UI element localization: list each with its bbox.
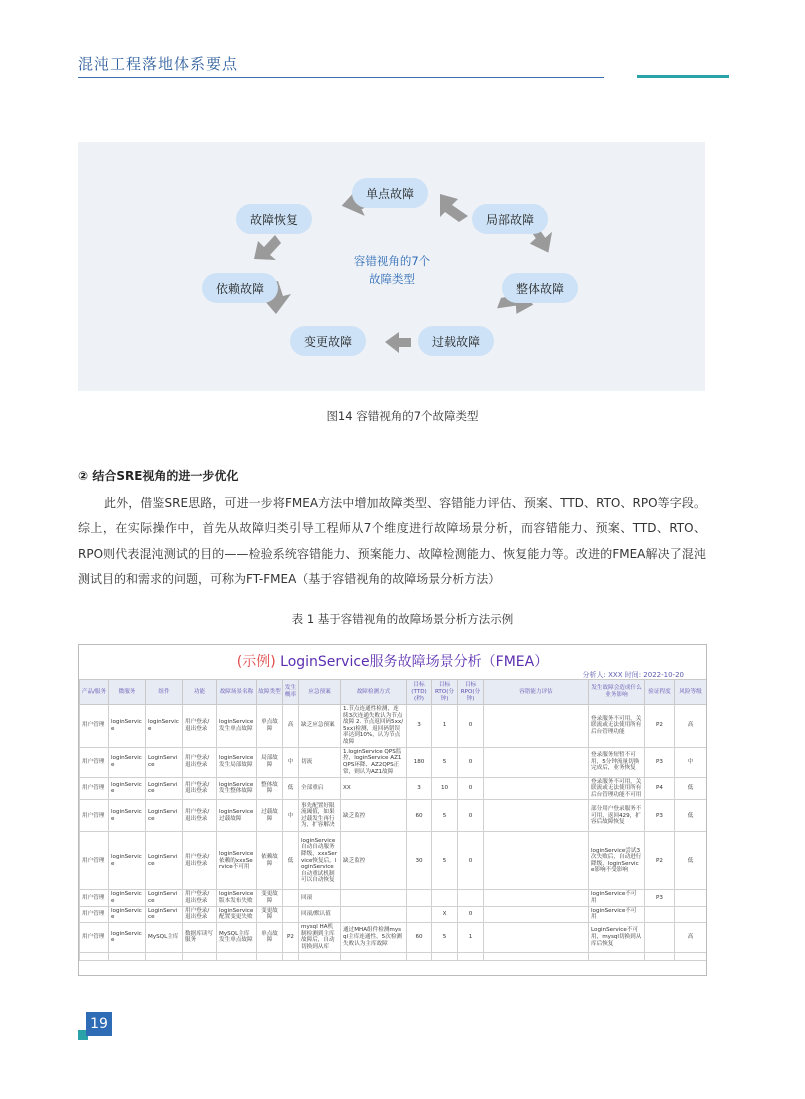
header-accent-bar — [637, 75, 729, 78]
table-cell: P3 — [645, 890, 675, 906]
table-cell: 事先配置好限流阈值，如果过载发生再行为，扩容解决 — [299, 800, 341, 832]
table-cell: 变更故障 — [257, 890, 283, 906]
table-header-cell: 发生概率 — [283, 680, 299, 705]
table-header-cell: 容错能力评估 — [484, 680, 589, 705]
table-cell — [484, 705, 589, 748]
table-cell: 缺乏监控 — [341, 800, 407, 832]
table-cell: 5 — [432, 800, 458, 832]
table-cell: LoginService — [146, 890, 183, 906]
table-cell: 30 — [407, 832, 432, 890]
table-cell: 数据库读写服务 — [183, 922, 217, 952]
table-header-cell: 风险等级 — [675, 680, 707, 705]
table-cell: 通过MHA组件检测mysql主库连通性，5次检测失败认为主库故障 — [341, 922, 407, 952]
table-cell — [484, 922, 589, 952]
table-header-cell: 目标RTO(分钟) — [432, 680, 458, 705]
arrow-icon — [385, 332, 411, 353]
table-cell: 中 — [283, 800, 299, 832]
table-cell: 切流 — [299, 747, 341, 777]
table-cell: MySQL主库发生单点故障 — [217, 922, 257, 952]
table-cell — [645, 922, 675, 952]
table-cell: 用户管理 — [80, 832, 109, 890]
fmea-table — [79, 679, 707, 961]
table-cell — [458, 952, 484, 960]
table-cell: 登录服务短暂不可用，5分钟流量切换完成后，业务恢复 — [589, 747, 645, 777]
table-cell: 用户管理 — [80, 890, 109, 906]
table-cell: 用户登录/退出登录 — [183, 747, 217, 777]
table-cell — [109, 952, 146, 960]
fmea-title-prefix: (示例) — [236, 654, 276, 670]
table-cell — [146, 952, 183, 960]
table-cell: 低 — [283, 777, 299, 800]
table-cell — [257, 952, 283, 960]
header-rule — [78, 77, 604, 78]
table-cell: loginService — [109, 777, 146, 800]
table-cell: 用户管理 — [80, 747, 109, 777]
table-cell — [183, 952, 217, 960]
table-cell: loginService — [109, 922, 146, 952]
table-cell: P2 — [645, 705, 675, 748]
table-cell — [283, 906, 299, 922]
table-cell: 低 — [675, 777, 707, 800]
table-cell — [458, 890, 484, 906]
table-cell: loginService过载故障 — [217, 800, 257, 832]
table-header-cell: 微服务 — [109, 680, 146, 705]
table-cell — [589, 952, 645, 960]
table-row — [80, 777, 707, 800]
table-header-cell: 应急预案 — [299, 680, 341, 705]
table-row — [80, 890, 707, 906]
table-cell: 3 — [407, 705, 432, 748]
table-cell: 1 — [458, 922, 484, 952]
table-cell — [341, 890, 407, 906]
table-cell: 单点故障 — [257, 922, 283, 952]
center-line-1: 容错视角的7个 — [353, 254, 431, 268]
table-cell — [484, 952, 589, 960]
body-paragraph: 此外，借鉴SRE思路，可进一步将FMEA方法中增加故障类型、容错能力评估、预案、TTD、RTO、RPO等字段。综上，在实际操作中，首先从故障归类引导工程师从7个维度进行故障场景分析，而容错能力、预案、TTD、RTO、RPO则代表混沌测试的目的——检验系统容错能力、预案能力、故障检测能力、恢复能力等。改进的FMEA解决了混沌测试目的和需求的问题，可称为FT-FMEA（基于容错视角的故障场景分析方法） — [78, 496, 706, 586]
table-cell: 用户管理 — [80, 922, 109, 952]
table-cell — [645, 952, 675, 960]
figure-caption: 图14 容错视角的7个故障类型 — [326, 409, 479, 423]
node-dependency: 依赖故障 — [202, 273, 278, 303]
table-cell: 1 — [432, 705, 458, 748]
table-cell: XX — [341, 777, 407, 800]
header-title: 混沌工程落地体系要点 — [78, 55, 239, 73]
table-cell — [484, 777, 589, 800]
table-cell: 3 — [407, 777, 432, 800]
table-cell — [432, 890, 458, 906]
table-cell: loginService尝试3次失败后，自动进行降级，loginService影响不受影响 — [589, 832, 645, 890]
table-cell — [484, 747, 589, 777]
fmea-meta: 分析人: XXX 时间: 2022-10-20 — [582, 671, 684, 679]
table-cell: 0 — [458, 777, 484, 800]
table-cell: loginService版本发布失败 — [217, 890, 257, 906]
table-cell: 高 — [283, 705, 299, 748]
node-single-point: 单点故障 — [352, 178, 428, 208]
table-header-cell: 故障场景名称 — [217, 680, 257, 705]
table-row — [80, 705, 707, 748]
table-header-cell: 目标RPO(分钟) — [458, 680, 484, 705]
table-cell: 变更故障 — [257, 906, 283, 922]
table-cell: loginService依赖的xxxService不可用 — [217, 832, 257, 890]
table-cell: 回滚 — [299, 890, 341, 906]
table-cell: 整体故障 — [257, 777, 283, 800]
table-cell: loginService不可用 — [589, 890, 645, 906]
table-cell: LoginService — [146, 747, 183, 777]
fault-types-diagram — [78, 142, 705, 391]
table-header-row — [80, 680, 707, 705]
table-cell: loginService自动自动服务降级，xxxService恢复后，loginService自动重试机制可以自动恢复 — [299, 832, 341, 890]
table-cell: 用户登录/退出登录 — [183, 800, 217, 832]
table-cell: loginService发生整体故障 — [217, 777, 257, 800]
table-cell: 缺乏监控 — [341, 832, 407, 890]
fmea-table-image — [78, 644, 707, 976]
table-cell — [217, 952, 257, 960]
table-cell: 5 — [432, 922, 458, 952]
table-header-cell: 验证程度 — [645, 680, 675, 705]
table-cell: 登录服务不可用，关联流或无法使用所有后台管理功能 — [589, 705, 645, 748]
table-cell — [299, 952, 341, 960]
table-cell: 1.loginService QPS监控，loginService AZ1 QPS环降、AZ2QPS正常，则认为AZ1故障 — [341, 747, 407, 777]
table-cell: 0 — [458, 747, 484, 777]
table-cell: P3 — [645, 800, 675, 832]
table-cell — [645, 906, 675, 922]
arrow-icon — [440, 194, 468, 222]
table-cell — [484, 890, 589, 906]
table-header-cell: 功能 — [183, 680, 217, 705]
table-cell — [484, 800, 589, 832]
table-cell — [484, 832, 589, 890]
table-cell: P2 — [645, 832, 675, 890]
table-cell: 用户管理 — [80, 906, 109, 922]
table-cell: loginService不可用 — [589, 906, 645, 922]
table-cell — [341, 906, 407, 922]
table-cell — [675, 952, 707, 960]
table-cell: LoginService不可用，mysql切换到从库后恢复 — [589, 922, 645, 952]
table-cell — [283, 952, 299, 960]
table-cell: 登录服务不可用，关联流或无法使用所有后台管理功能不可用 — [589, 777, 645, 800]
table-cell: loginService — [109, 747, 146, 777]
table-cell: 用户登录/退出登录 — [183, 777, 217, 800]
table-row — [80, 832, 707, 890]
table-cell: 单点故障 — [257, 705, 283, 748]
arrow-icon — [254, 235, 281, 260]
table-cell: 缺乏应急预案 — [299, 705, 341, 748]
table-cell: loginService — [109, 832, 146, 890]
table-cell — [407, 952, 432, 960]
table-cell: LoginService — [146, 906, 183, 922]
page-number: 19 — [86, 1012, 112, 1036]
table-cell: P2 — [283, 922, 299, 952]
table-cell — [675, 890, 707, 906]
table-cell: 5 — [432, 747, 458, 777]
table-cell: 用户登录/退出登录 — [183, 890, 217, 906]
table-cell: MySQL主库 — [146, 922, 183, 952]
table-cell: 60 — [407, 922, 432, 952]
table-cell: 用户管理 — [80, 800, 109, 832]
table-cell: 180 — [407, 747, 432, 777]
table-cell: 低 — [675, 832, 707, 890]
table-header-cell: 发生故障会造成什么业务影响 — [589, 680, 645, 705]
table-cell: loginService — [109, 906, 146, 922]
table-cell: 0 — [458, 705, 484, 748]
table-cell: loginService — [146, 705, 183, 748]
table-header-cell: 组件 — [146, 680, 183, 705]
table-cell — [484, 906, 589, 922]
table-body — [80, 705, 707, 961]
table-empty-row — [80, 952, 707, 960]
table-cell: X — [432, 906, 458, 922]
table-cell: 部分用户登录服务不可用，返回429，扩容后故障恢复 — [589, 800, 645, 832]
table-cell: 中 — [675, 747, 707, 777]
table-cell — [432, 952, 458, 960]
table-cell: 过载故障 — [257, 800, 283, 832]
table-cell: loginService — [109, 890, 146, 906]
table-cell: loginService — [109, 705, 146, 748]
table-row — [80, 800, 707, 832]
table-cell: 低 — [283, 832, 299, 890]
node-overload: 过载故障 — [418, 326, 494, 356]
table-cell: 0 — [458, 800, 484, 832]
table-cell: LoginService — [146, 800, 183, 832]
table-row — [80, 747, 707, 777]
table-cell — [341, 952, 407, 960]
table-cell: 5 — [432, 832, 458, 890]
table-header-cell: 产品/服务 — [80, 680, 109, 705]
table-row — [80, 906, 707, 922]
table-cell — [283, 890, 299, 906]
table-cell — [675, 906, 707, 922]
table-cell: LoginService — [146, 777, 183, 800]
diagram-center-label — [332, 252, 452, 288]
table-cell: 局部故障 — [257, 747, 283, 777]
table-cell — [407, 906, 432, 922]
table-cell: loginService配置变更失败 — [217, 906, 257, 922]
table-cell: 回滚/默认值 — [299, 906, 341, 922]
table-cell: 用户管理 — [80, 777, 109, 800]
table-header-cell: 故障类型 — [257, 680, 283, 705]
table-cell: loginService — [109, 800, 146, 832]
table-cell: 0 — [458, 832, 484, 890]
node-partial: 局部故障 — [472, 204, 548, 234]
table-cell: P3 — [645, 747, 675, 777]
node-overall: 整体故障 — [502, 273, 578, 303]
table-cell: LoginService — [146, 832, 183, 890]
table-cell: 用户登录/退出登录 — [183, 832, 217, 890]
node-recovery: 故障恢复 — [236, 204, 312, 234]
table-cell: 0 — [458, 906, 484, 922]
table-cell: 高 — [675, 922, 707, 952]
table-cell: 依赖故障 — [257, 832, 283, 890]
table-cell: 用户登录/退出登录 — [183, 906, 217, 922]
table-cell: loginService发生单点故障 — [217, 705, 257, 748]
table-cell: 用户登录/退出登录 — [183, 705, 217, 748]
table-cell: 中 — [283, 747, 299, 777]
table-caption: 表 1 基于容错视角的故障场景分析方法示例 — [291, 612, 514, 626]
table-cell: 1.节点连通性检测，连续3次连通失败认为节点故障 2. 节点返回码5xx/5xx)检测，返回码错误率达到10%，认为节点故障 — [341, 705, 407, 748]
node-change: 变更故障 — [290, 326, 366, 356]
table-header-cell: 故障检测方式 — [341, 680, 407, 705]
table-cell: 60 — [407, 800, 432, 832]
table-cell — [407, 890, 432, 906]
table-cell: 高 — [675, 705, 707, 748]
table-cell — [80, 952, 109, 960]
table-cell: 低 — [675, 800, 707, 832]
table-cell: 10 — [432, 777, 458, 800]
table-cell: loginService发生局部故障 — [217, 747, 257, 777]
fmea-title-main: LoginService服务故障场景分析（FMEA） — [275, 654, 549, 670]
table-cell: 全部重启 — [299, 777, 341, 800]
table-cell: P4 — [645, 777, 675, 800]
center-line-2: 故障类型 — [369, 272, 415, 286]
fmea-title — [79, 651, 706, 671]
table-cell: mysql HA机制检测到主库故障后，自动切换到从库 — [299, 922, 341, 952]
section-heading: ② 结合SRE视角的进一步优化 — [78, 469, 239, 483]
table-cell: 用户管理 — [80, 705, 109, 748]
table-row — [80, 922, 707, 952]
table-header-cell: 目标(TTD)(秒) — [407, 680, 432, 705]
